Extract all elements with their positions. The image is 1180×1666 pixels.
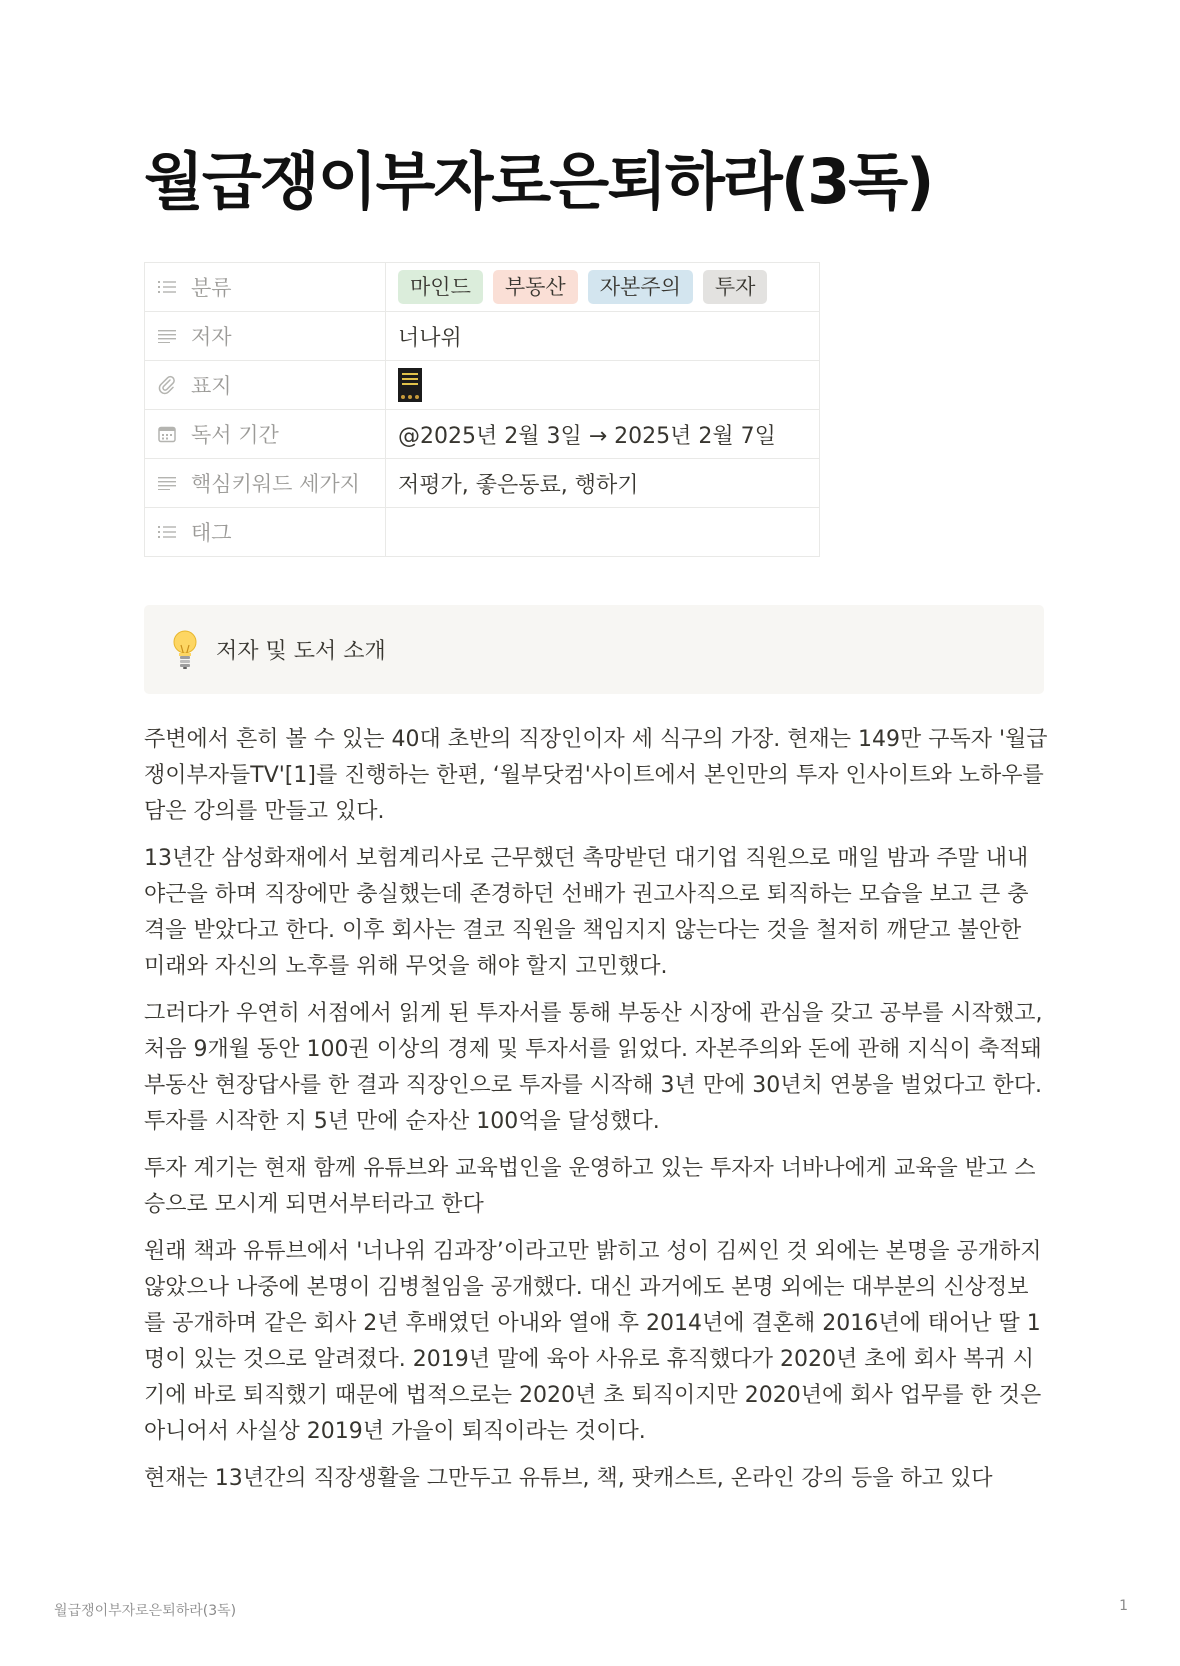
property-key-author[interactable] bbox=[145, 312, 386, 361]
calendar-icon bbox=[157, 424, 177, 444]
text-property-icon bbox=[157, 326, 177, 346]
property-value-category[interactable] bbox=[386, 263, 820, 312]
property-row-author bbox=[145, 312, 820, 361]
property-key-reading-period[interactable] bbox=[145, 410, 386, 459]
property-label: 태그 bbox=[191, 521, 232, 545]
property-value-author[interactable]: 너나위 bbox=[386, 312, 820, 361]
property-row-tag bbox=[145, 508, 820, 557]
callout-text: 저자 및 도서 소개 bbox=[216, 639, 386, 664]
property-value-tag[interactable] bbox=[386, 508, 820, 557]
paragraph: 투자 계기는 현재 함께 유튜브와 교육법인을 운영하고 있는 투자자 너바나에게 교육을 받고 스승으로 모시게 되면서부터라고 한다 bbox=[144, 1156, 1036, 1217]
property-row-cover bbox=[145, 361, 820, 410]
property-key-tag[interactable] bbox=[145, 508, 386, 557]
paragraph: 현재는 13년간의 직장생활을 그만두고 유튜브, 책, 팟캐스트, 온라인 강의 등을 하고 있다 bbox=[144, 1466, 993, 1491]
text-property-icon bbox=[157, 473, 177, 493]
property-row-category bbox=[145, 263, 820, 312]
property-label: 핵심키워드 세가지 bbox=[191, 472, 360, 496]
property-value-reading-period[interactable]: @2025년 2월 3일 → 2025년 2월 7일 bbox=[386, 410, 820, 459]
tag-chip[interactable]: 투자 bbox=[703, 270, 768, 304]
tag-chip[interactable]: 자본주의 bbox=[588, 270, 693, 304]
page-number: 1 bbox=[1119, 1598, 1128, 1614]
property-key-category[interactable] bbox=[145, 263, 386, 312]
property-key-keywords[interactable] bbox=[145, 459, 386, 508]
paragraph: 주변에서 흔히 볼 수 있는 40대 초반의 직장인이자 세 식구의 가장. 현재는 149만 구독자 '월급쟁이부자들TV'[1]를 진행하는 한편, ‘월부닷컴'사이트에서 본인만의 투자 인사이트와 노하우를 담은 강의를 만들고 있다. bbox=[144, 727, 1048, 824]
multi-select-icon bbox=[157, 522, 177, 542]
paperclip-icon bbox=[157, 375, 177, 395]
tag-chip[interactable]: 부동산 bbox=[493, 270, 578, 304]
property-row-reading-period bbox=[145, 410, 820, 459]
property-key-cover[interactable] bbox=[145, 361, 386, 410]
tag-chip[interactable]: 마인드 bbox=[398, 270, 483, 304]
footer-title: 월급쟁이부자로은퇴하라(3독) bbox=[54, 1603, 237, 1619]
book-cover-thumbnail[interactable] bbox=[398, 368, 422, 402]
lightbulb-icon bbox=[172, 630, 198, 670]
callout-block[interactable] bbox=[144, 605, 1044, 694]
property-value-keywords[interactable]: 저평가, 좋은동료, 행하기 bbox=[386, 459, 820, 508]
multi-select-icon bbox=[157, 277, 177, 297]
paragraph: 13년간 삼성화재에서 보험계리사로 근무했던 촉망받던 대기업 직원으로 매일 밤과 주말 내내 야근을 하며 직장에만 충실했는데 존경하던 선배가 권고사직으로 퇴직하는 모습을 보고 큰 충격을 받았다고 한다. 이후 회사는 결코 직원을 책임지지 않는다는 것을 철저히 깨닫고 불안한 미래와 자신의 노후를 위해 무엇을 해야 할지 고민했다. bbox=[144, 846, 1029, 979]
page-body bbox=[144, 722, 1049, 1508]
property-label: 분류 bbox=[191, 276, 232, 300]
property-row-keywords bbox=[145, 459, 820, 508]
paragraph: 그러다가 우연히 서점에서 읽게 된 투자서를 통해 부동산 시장에 관심을 갖고 공부를 시작했고, 처음 9개월 동안 100권 이상의 경제 및 투자서를 읽었다. 자본주의와 돈에 관해 지식이 축적돼 부동산 현장답사를 한 결과 직장인으로 투자를 시작해 3년 만에 30년치 연봉을 벌었다고 한다. 투자를 시작한 지 5년 만에 순자산 100억을 달성했다. bbox=[144, 1001, 1043, 1134]
properties-table bbox=[144, 262, 820, 557]
paragraph: 원래 책과 유튜브에서 '너나위 김과장’이라고만 밝히고 성이 김씨인 것 외에는 본명을 공개하지 않았으나 나중에 본명이 김병철임을 공개했다. 대신 과거에도 본명 외에는 대부분의 신상정보를 공개하며 같은 회사 2년 후배였던 아내와 열애 후 2014년에 결혼해 2016년에 태어난 딸 1명이 있는 것으로 알려졌다. 2019년 말에 육아 사유로 휴직했다가 2020년 초에 회사 복귀 시기에 바로 퇴직했기 때문에 법적으로는 2020년 초 퇴직이지만 2020년에 회사 업무를 한 것은 아니어서 사실상 2019년 가을이 퇴직이라는 것이다. bbox=[144, 1239, 1042, 1444]
property-value-cover[interactable] bbox=[386, 361, 820, 410]
page-title: 월급쟁이부자로은퇴하라(3독) bbox=[144, 145, 933, 218]
property-label: 표지 bbox=[191, 374, 232, 398]
property-label: 저자 bbox=[191, 325, 232, 349]
property-label: 독서 기간 bbox=[191, 423, 279, 447]
